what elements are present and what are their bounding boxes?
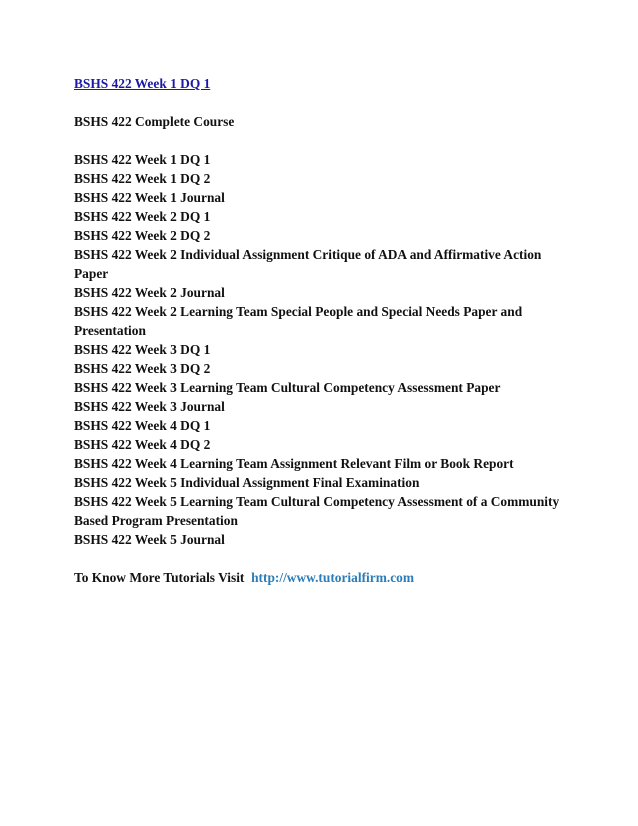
list-item: BSHS 422 Week 4 DQ 1	[74, 418, 211, 433]
spacer	[74, 549, 574, 568]
footer-text: To Know More Tutorials Visit	[74, 570, 245, 585]
list-item: BSHS 422 Week 2 DQ 1	[74, 209, 211, 224]
list-item: BSHS 422 Week 5 Individual Assignment Final Examination	[74, 475, 420, 490]
list-item: BSHS 422 Week 2 Individual Assignment Critique of ADA and Affirmative Action Paper	[74, 247, 542, 281]
course-list	[74, 150, 574, 549]
list-item: BSHS 422 Week 1 Journal	[74, 190, 225, 205]
list-item: BSHS 422 Week 1 DQ 1	[74, 152, 211, 167]
list-item: BSHS 422 Week 5 Journal	[74, 532, 225, 547]
list-item: BSHS 422 Week 2 DQ 2	[74, 228, 211, 243]
document-body	[74, 74, 574, 587]
list-item: BSHS 422 Week 3 Learning Team Cultural Competency Assessment Paper	[74, 380, 501, 395]
list-item: BSHS 422 Week 2 Journal	[74, 285, 225, 300]
footer-link[interactable]: http://www.tutorialfirm.com	[251, 570, 414, 585]
spacer	[74, 93, 574, 112]
title-link[interactable]: BSHS 422 Week 1 DQ 1	[74, 76, 211, 91]
list-item: BSHS 422 Week 2 Learning Team Special People and Special Needs Paper and Presentation	[74, 304, 523, 338]
list-item: BSHS 422 Week 4 Learning Team Assignment Relevant Film or Book Report	[74, 456, 514, 471]
list-item: BSHS 422 Week 3 DQ 1	[74, 342, 211, 357]
list-item: BSHS 422 Week 1 DQ 2	[74, 171, 211, 186]
spacer	[74, 131, 574, 150]
list-item: BSHS 422 Week 5 Learning Team Cultural Competency Assessment of a Community Based Program Presentation	[74, 494, 560, 528]
footer-line	[74, 568, 574, 587]
course-heading: BSHS 422 Complete Course	[74, 114, 235, 129]
list-item: BSHS 422 Week 4 DQ 2	[74, 437, 211, 452]
list-item: BSHS 422 Week 3 DQ 2	[74, 361, 211, 376]
list-item: BSHS 422 Week 3 Journal	[74, 399, 225, 414]
